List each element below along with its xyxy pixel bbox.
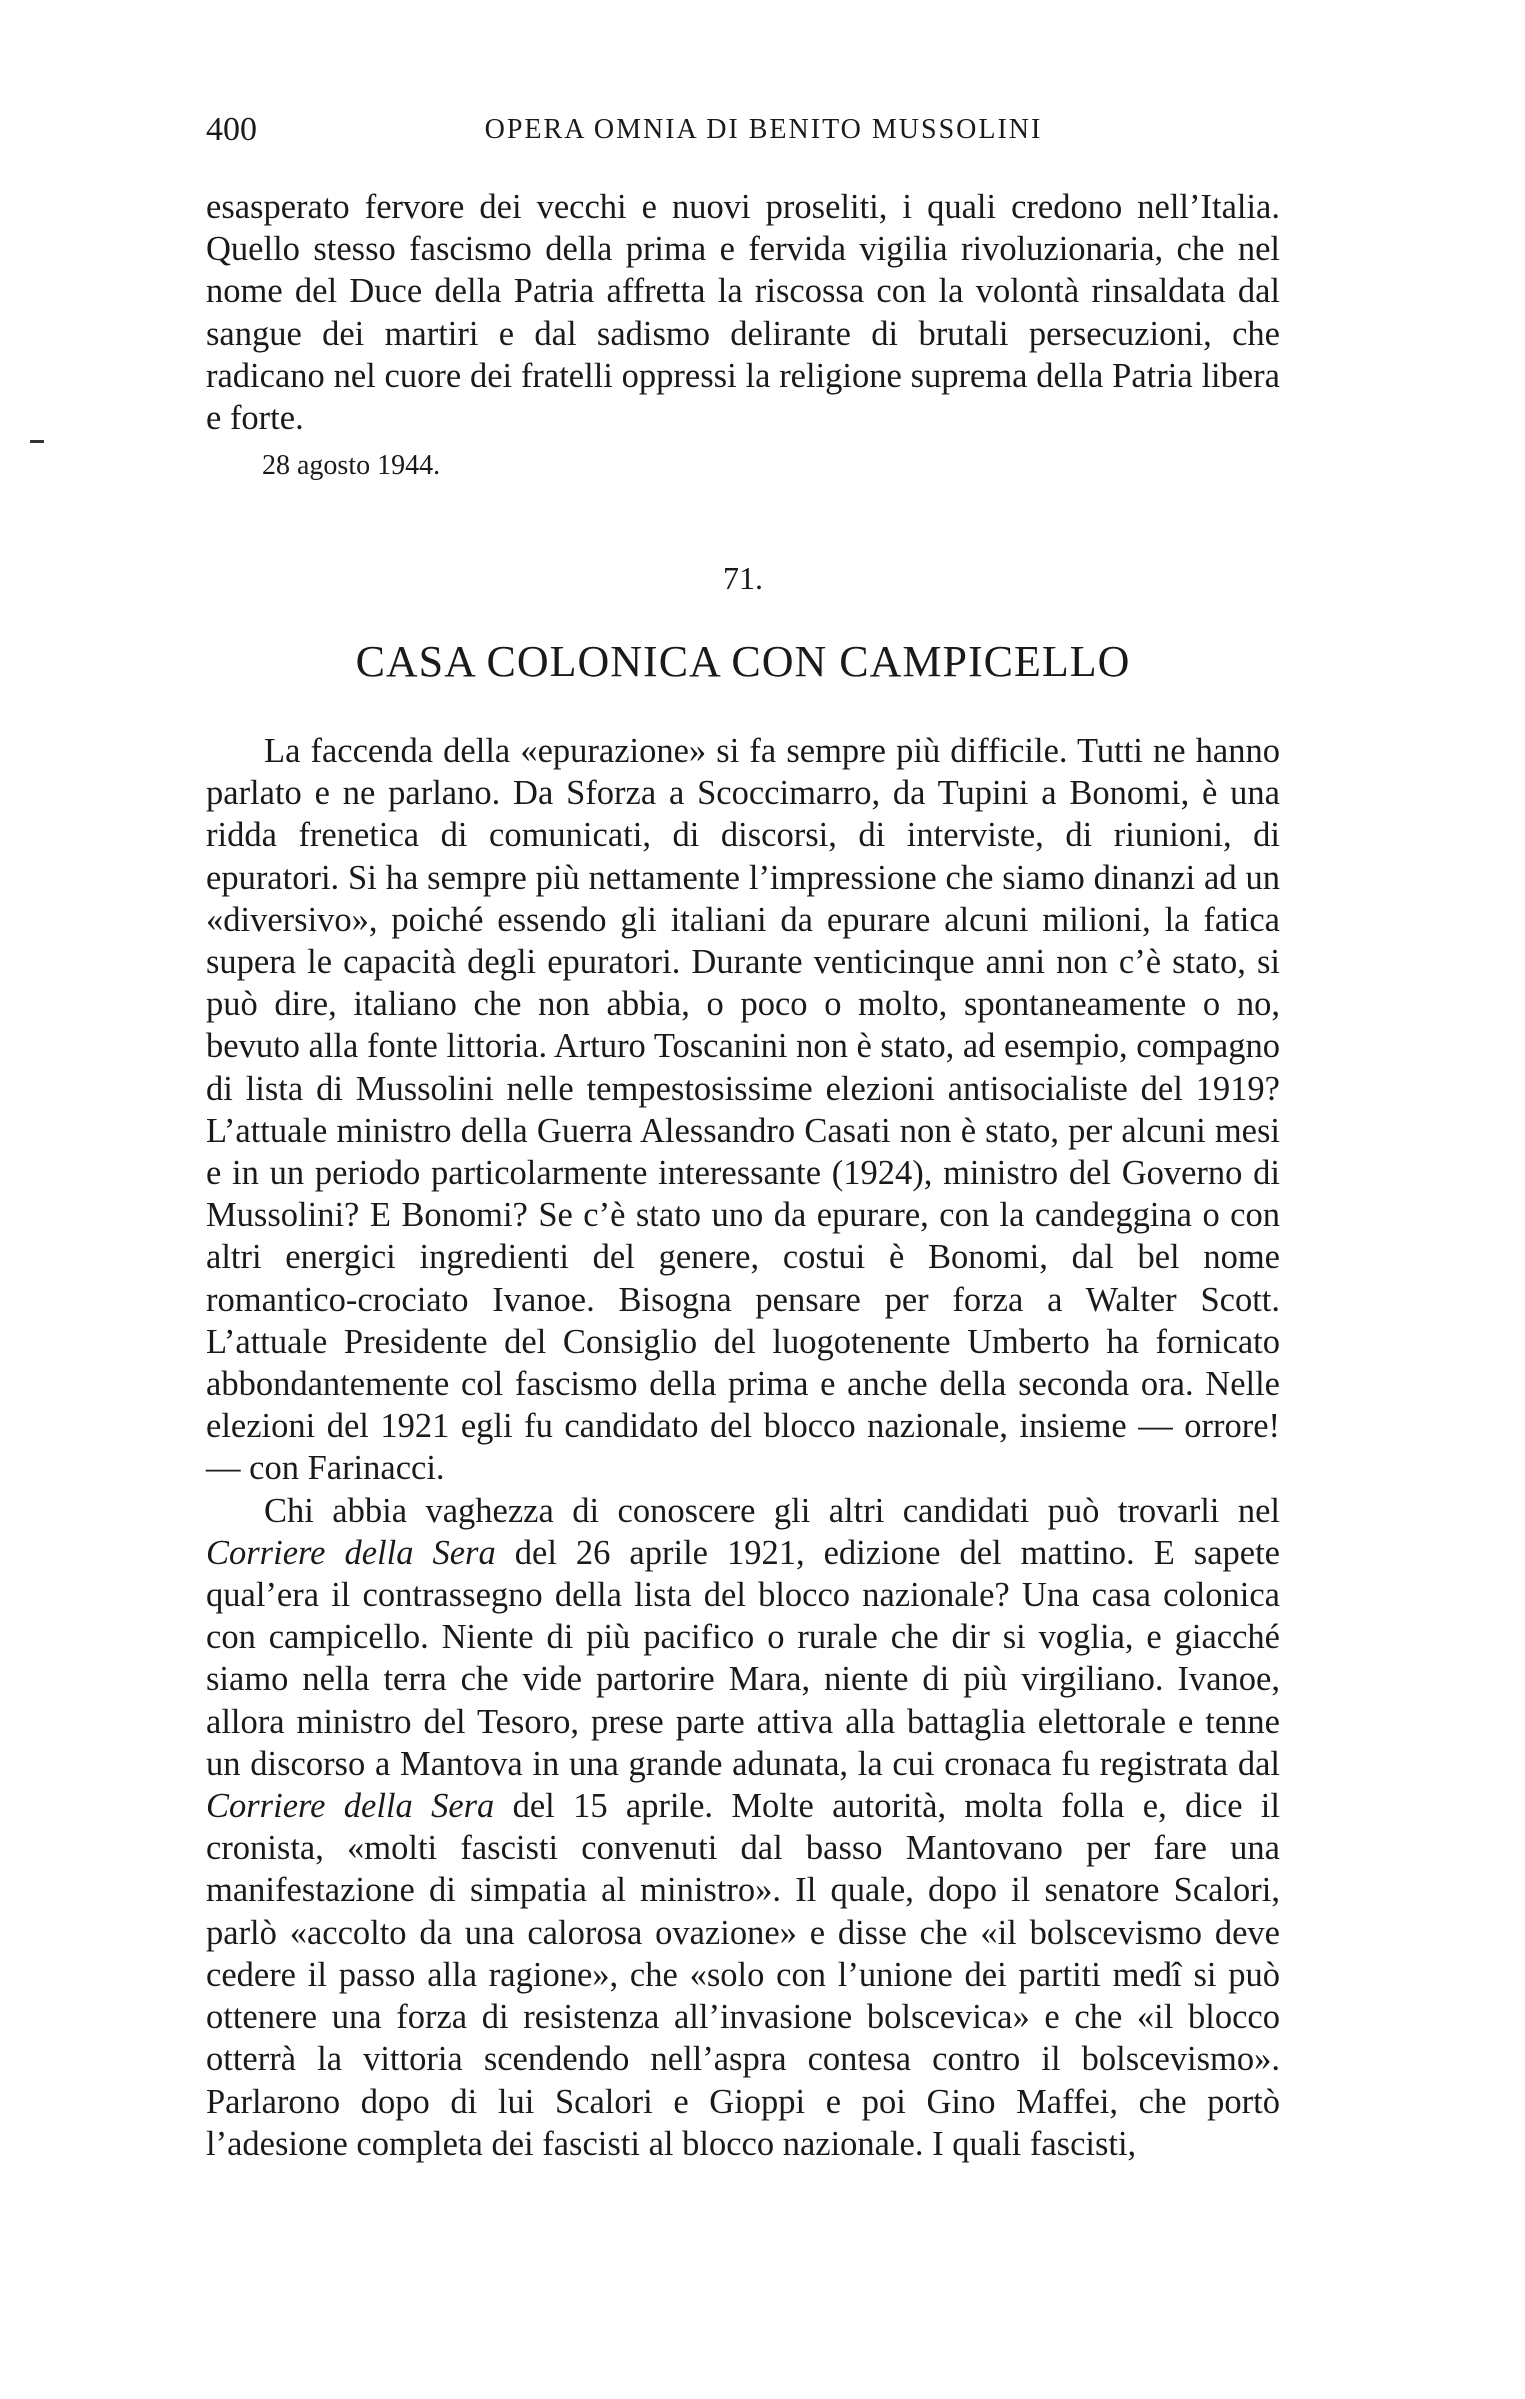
continuation-paragraph: esasperato fervore dei vecchi e nuovi proseliti, i quali credono nell’Italia. Quello stesso fascismo della prima e fervida vigilia rivoluzionaria, che nel nome del Duce della Patria affretta la riscossa con la volontà rinsaldata dal sangue dei martiri e dal sadismo delirante di brutali persecuzioni, che radicano nel cuore dei fratelli oppressi la religione suprema della Patria libera e forte. — [206, 188, 1280, 438]
body-paragraph-2 — [206, 1490, 1280, 2165]
chapter-body — [206, 730, 1280, 2165]
newspaper-title: Corriere della Sera — [206, 1787, 495, 1826]
paragraph-text: del 26 aprile 1921, edizione del mattino. E sapete qual’era il contrassegno della lista del blocco nazionale? Una casa colonica con campicello. Niente di più pacifico o rurale che dir si voglia, e giacché siamo nella terra che vide partorire Mara, niente di più virgiliano. Ivanoe, allora ministro del Tesoro, prese parte attiva alla battaglia elettorale e tenne un discorso a Mantova in una grande adunata, la cui cronaca fu registrata dal — [206, 1533, 1280, 1783]
body-paragraph-1 — [206, 730, 1280, 1490]
running-title: OPERA OMNIA DI BENITO MUSSOLINI — [484, 114, 1043, 145]
paragraph-text: La faccenda della «epurazione» si fa sempre più difficile. Tutti ne hanno parlato e ne parlano. Da Sforza a Scoccimarro, da Tupini a Bonomi, è una ridda frenetica di comunicati, di discorsi, di interviste, di riunioni, di epuratori. Si ha sempre più nettamente l’impressione che siamo dinanzi ad un «diversivo», poiché essendo gli italiani da epurare alcuni milioni, la fatica supera le capacità degli epuratori. Durante venticinque anni non c’è stato, si può dire, italiano che non abbia, o poco o molto, spontaneamente o no, bevuto alla fonte littoria. Arturo Toscanini non è stato, ad esempio, compagno di lista di Mussolini nelle tempestosissime elezioni antisocialiste del 1919? L’attuale ministro della Guerra Alessandro Casati non è stato, per alcuni mesi e in un periodo particolarmente interessante (1924), ministro del Governo di Mussolini? E Bonomi? Se c’è stato uno da epurare, con la candeggina o con altri energici ingredienti del genere, costui è Bonomi, dal bel nome romantico-crociato Ivanoe. Bisogna pensare per forza a Walter Scott. L’attuale Presidente del Consiglio del luogotenente Umberto ha fornicato abbondantemente col fascismo della prima e anche della seconda ora. Nelle elezioni del 1921 egli fu candidato del blocco nazionale, insieme — orrore! — con Farinacci. — [206, 732, 1280, 1488]
newspaper-title: Corriere della Sera — [206, 1533, 496, 1572]
continuation-paragraph-block — [206, 186, 1280, 439]
page-header — [206, 108, 1281, 152]
page-number: 400 — [206, 111, 257, 148]
chapter-number: 71. — [723, 560, 763, 596]
chapter-title: CASA COLONICA CON CAMPICELLO — [355, 637, 1131, 686]
margin-mark — [30, 440, 44, 443]
paragraph-text: del 15 aprile. Molte autorità, molta folla e, dice il cronista, «molti fascisti convenuti dal basso Mantovano per fare una manifestazione di simpatia al ministro». Il quale, dopo il senatore Scalori, parlò «accolto da una calorosa ovazione» e disse che «il bolscevismo deve cedere il passo alla ragione», che «solo con l’unione dei partiti medî si può ottenere una forza di resistenza all’invasione bolscevica» e che «il blocco otterrà la vittoria scendendo nell’aspra contesa contro il bolscevismo». Parlarono dopo di lui Scalori e Gioppi e poi Gino Maffei, che portò l’adesione completa dei fascisti al blocco nazionale. I quali fascisti, — [206, 1787, 1280, 2163]
paragraph-text: Chi abbia vaghezza di conoscere gli altri candidati può trovarli nel — [264, 1491, 1280, 1530]
article-date: 28 agosto 1944. — [262, 450, 441, 481]
